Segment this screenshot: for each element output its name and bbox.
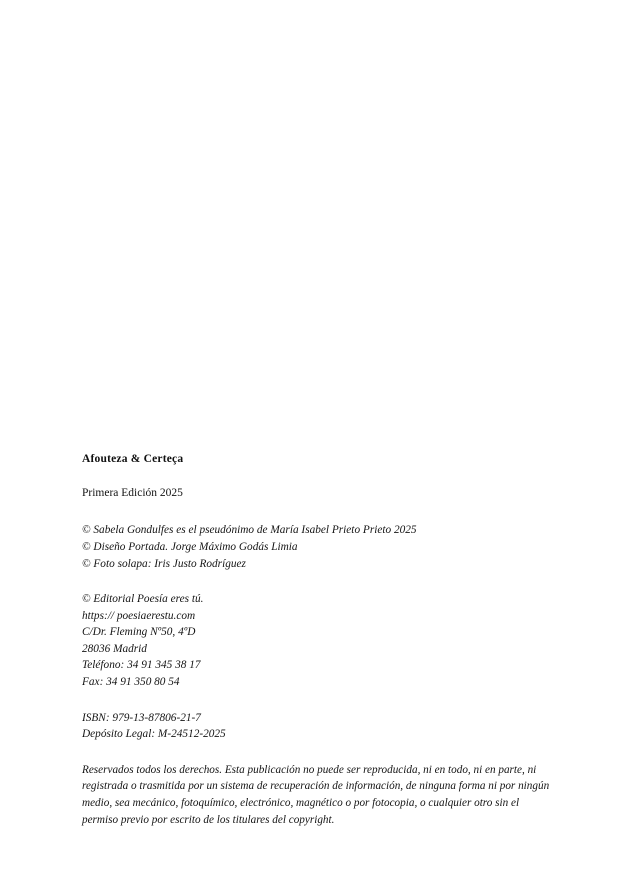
book-title: Afouteza & Certeça bbox=[82, 453, 184, 465]
publisher-fax: Fax: 34 91 350 80 54 bbox=[82, 676, 180, 689]
publisher-street: C/Dr. Fleming Nº50, 4ºD bbox=[82, 626, 196, 639]
identifiers-group bbox=[82, 710, 562, 743]
copyright-block bbox=[82, 452, 562, 828]
credit-author: © Sabela Gondulfes es el pseudónimo de María Isabel Prieto Prieto 2025 bbox=[82, 524, 417, 537]
legal-deposit-line: Depósito Legal: M-24512-2025 bbox=[82, 728, 226, 741]
publisher-phone: Teléfono: 34 91 345 38 17 bbox=[82, 659, 201, 672]
edition-line: Primera Edición 2025 bbox=[82, 487, 183, 500]
publisher-city: 28036 Madrid bbox=[82, 642, 147, 655]
isbn-line: ISBN: 979-13-87806-21-7 bbox=[82, 711, 201, 724]
rights-paragraph: Reservados todos los derechos. Esta publicación no puede ser reproducida, ni en todo, ni en parte, ni registrada o trasmitida por un sistema de recuperación de información, de ninguna forma ni por ningún medio, sea mecánico, fotoquímico, electrónico, magnético o por fotocopia, o cualquier otro sin el permiso previo por escrito de los titulares del copyright. bbox=[82, 763, 550, 826]
publisher-website[interactable]: https:// poesiaerestu.com bbox=[82, 609, 196, 622]
credits-group bbox=[82, 522, 562, 572]
credit-flap-photo: © Foto solapa: Iris Justo Rodríguez bbox=[82, 557, 246, 570]
publisher-group bbox=[82, 591, 562, 691]
credit-cover-design: © Diseño Portada. Jorge Máximo Godás Limia bbox=[82, 540, 298, 553]
publisher-name: © Editorial Poesía eres tú. bbox=[82, 593, 204, 606]
